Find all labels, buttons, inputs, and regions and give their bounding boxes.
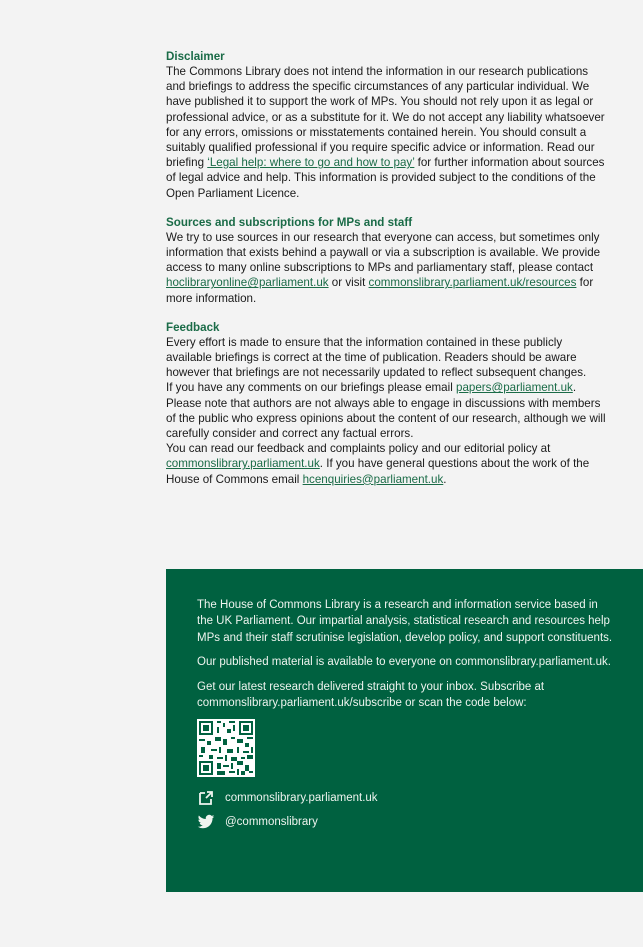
about-library-box (166, 569, 643, 892)
website-row[interactable] (197, 789, 613, 807)
about-paragraph-2: Our published material is available to everyone on commonslibrary.parliament.uk. (197, 656, 611, 669)
disclaimer-heading: Disclaimer (166, 50, 225, 63)
about-paragraph-1: The House of Commons Library is a research and information service based in the UK Parliament. Our impartial analysis, statistical research and resources help MPs and their staff scrutinise legislation, develop policy, and support constituents. (197, 599, 613, 644)
twitter-row[interactable] (197, 813, 613, 831)
qr-code[interactable] (197, 719, 255, 777)
feedback-heading: Feedback (166, 320, 220, 334)
feedback-paragraph-2: If you have any comments on our briefings please email papers@parliament.uk. Please note that authors are not always able to engage in discussions with members of the public who express opinions about the content of our research, although we will carefully consider and correct any factual errors. (166, 381, 606, 441)
sources-text: We try to use sources in our research that everyone can access, but sometimes only information that exists behind a paywall or via a subscription is available. We provide access to many online subscriptions to MPs and parliamentary staff, please contact hoclibraryonline@parliament.uk or visit commonslibrary.parliament.uk/resources for more information. (166, 230, 601, 305)
hoclibraryonline-email-link[interactable]: hoclibraryonline@parliament.uk (166, 276, 329, 290)
commonslibrary-link[interactable]: commonslibrary.parliament.uk (166, 457, 320, 471)
disclaimer-text: The Commons Library does not intend the information in our research publications and briefings to address the specific circumstances of any particular individual. We have published it to support the work of MPs. You should not rely upon it as legal or professional advice, or as a substitute for it. We do not accept any liability whatsoever for any errors, omissions or misstatements contained herein. You should consult a suitably qualified professional if you require specific advice or information. Read our briefing ‘Legal help: where to go and how to pay’ for further information about sources of legal advice and help. This information is provided subject to the conditions of the Open Parliament Licence. (166, 65, 605, 200)
main-content (166, 49, 610, 487)
legal-help-link[interactable]: ‘Legal help: where to go and how to pay’ (207, 156, 415, 170)
feedback-paragraph-1: Every effort is made to ensure that the information contained in these publicly available briefings is correct at the time of publication. Readers should be aware however that briefings are not necessarily updated to reflect subsequent changes. (166, 335, 587, 380)
hcenquiries-email-link[interactable]: hcenquiries@parliament.uk (302, 472, 444, 486)
feedback-paragraph-3: You can read our feedback and complaints policy and our editorial policy at commonslibrary.parliament.uk. If you have general questions about the work of the House of Commons email hcenquiries@parliament.uk. (166, 442, 590, 486)
papers-email-link[interactable]: papers@parliament.uk (456, 381, 573, 395)
about-paragraph-3: Get our latest research delivered straight to your inbox. Subscribe at commonslibrary.parliament.uk/subscribe or scan the code below: (197, 680, 545, 710)
disclaimer-section (166, 49, 610, 201)
website-link[interactable]: commonslibrary.parliament.uk (225, 792, 378, 805)
sources-heading: Sources and subscriptions for MPs and staff (166, 215, 413, 229)
sources-section (166, 215, 610, 306)
resources-link[interactable]: commonslibrary.parliament.uk/resources (368, 276, 577, 290)
feedback-section (166, 320, 610, 487)
twitter-handle[interactable]: @commonslibrary (225, 816, 318, 829)
twitter-icon (197, 813, 215, 831)
external-link-icon (197, 789, 215, 807)
